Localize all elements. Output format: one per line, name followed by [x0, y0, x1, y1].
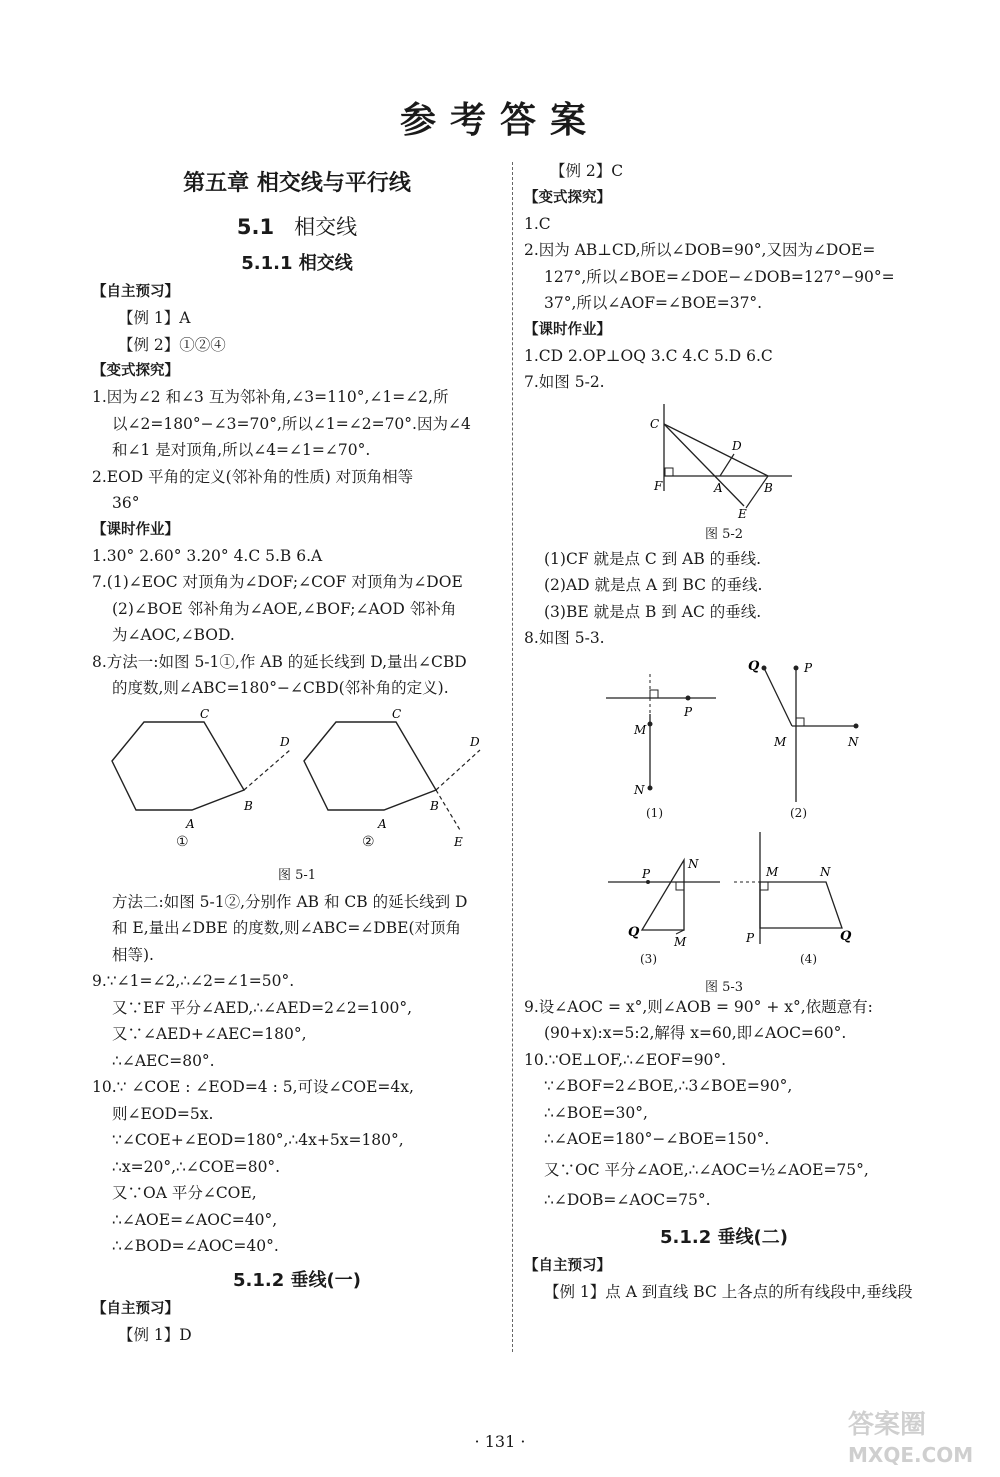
answer-line: ∴∠BOE=30°, [544, 1103, 648, 1122]
column-divider [512, 162, 513, 1352]
svg-text:M: M [674, 934, 687, 949]
svg-text:N: N [688, 856, 699, 871]
answer-line: 相等). [112, 945, 154, 964]
svg-text:E: E [454, 834, 463, 849]
figure-5-3-drawing [524, 652, 924, 994]
answer-line: (2)AD 就是点 A 到 BC 的垂线. [544, 576, 763, 594]
svg-text:P: P [804, 660, 813, 675]
answer-line: 7.如图 5-2. [524, 373, 605, 391]
page-title: 参考答案 [399, 99, 600, 141]
answer-line: 127°,所以∠BOE=∠DOE−∠DOB=127°−90°= [544, 267, 895, 286]
watermark-url: MXQE.COM [848, 1443, 974, 1467]
tag-homework: 【课时作业】 [524, 321, 611, 338]
svg-text:P: P [746, 930, 755, 945]
figure-5-1-caption: 图 5-1 [277, 867, 317, 883]
svg-text:F: F [654, 478, 663, 493]
figure-5-2-caption: 图 5-2 [704, 526, 744, 542]
tag-explore: 【变式探究】 [92, 363, 179, 379]
answer-line: 【例 1】A [118, 309, 191, 327]
answer-line: 又∵∠AED+∠AEC=180°, [112, 1025, 307, 1043]
figure-5-1-label-1: ① [176, 833, 189, 850]
figure-5-2 [524, 396, 924, 521]
answer-line: 又∵OA 平分∠COE, [112, 1184, 257, 1202]
section-number: 5.1 [236, 215, 275, 239]
answer-line: (2)∠BOE 邻补角为∠AOE,∠BOF;∠AOD 邻补角 [112, 599, 457, 618]
svg-text:E: E [738, 506, 747, 521]
answer-line: 【例 2】①②④ [118, 335, 226, 354]
subsection-5-1-2-b: 5.1.2 垂线(二) [660, 1227, 788, 1248]
svg-text:B: B [764, 480, 773, 495]
svg-text:C: C [200, 706, 210, 721]
svg-text:A: A [714, 480, 723, 495]
answer-line: 以∠2=180°−∠3=70°,所以∠1=∠2=70°.因为∠4 [112, 414, 471, 433]
left-column [92, 158, 502, 1348]
svg-text:A: A [186, 816, 195, 831]
answer-line: 7.(1)∠EOC 对顶角为∠DOF;∠COF 对顶角为∠DOE [92, 573, 463, 591]
svg-text:Q: Q [628, 924, 640, 940]
subsection-5-1-2-a: 5.1.2 垂线(一) [233, 1269, 361, 1291]
answer-line: 1.30° 2.60° 3.20° 4.C 5.B 6.A [92, 546, 323, 565]
watermark-logo [848, 1410, 973, 1470]
page-number: · 131 · [474, 1432, 526, 1451]
svg-text:B: B [430, 798, 439, 813]
answer-line: 【例 2】C [550, 162, 624, 180]
answer-line: 和∠1 是对顶角,所以∠4=∠1=∠70°. [112, 441, 371, 459]
tag-explore: 【变式探究】 [524, 189, 611, 206]
answer-line: 8.方法一:如图 5-1①,作 AB 的延长线到 D,量出∠CBD [92, 652, 467, 671]
answer-line: ∵∠COE+∠EOD=180°,∴4x+5x=180°, [112, 1131, 404, 1149]
tag-preview: 【自主预习】 [92, 1300, 179, 1317]
svg-text:M: M [774, 734, 787, 749]
svg-text:P: P [642, 866, 651, 881]
figure-5-1-label-2: ② [362, 833, 375, 850]
answer-line: 37°,所以∠AOF=∠BOE=37°. [544, 294, 763, 312]
answer-line: 又∵EF 平分∠AED,∴∠AED=2∠2=100°, [112, 998, 413, 1017]
figure-5-3-sub-4: (4) [800, 951, 817, 966]
figure-5-3-sub-2: (2) [790, 805, 807, 820]
answer-line: 10.∵ ∠COE : ∠EOD=4 : 5,可设∠COE=4x, [92, 1078, 414, 1096]
svg-text:N: N [634, 782, 645, 797]
svg-text:P: P [684, 704, 693, 719]
svg-text:Q: Q [840, 928, 852, 944]
answer-line: ∴∠DOB=∠AOC=75°. [544, 1190, 711, 1209]
figure-5-2-drawing [524, 396, 924, 521]
answer-line: ∴∠AEC=80°. [112, 1051, 215, 1070]
figure-5-3-caption: 图 5-3 [704, 979, 744, 995]
answer-line: 8.如图 5-3. [524, 629, 605, 647]
svg-text:Q: Q [748, 658, 760, 674]
tag-homework: 【课时作业】 [92, 521, 179, 538]
answer-line: 又∵OC 平分∠AOE,∴∠AOC=½∠AOE=75°, [544, 1160, 869, 1179]
answer-line: 10.∵OE⊥OF,∴∠EOF=90°. [524, 1050, 727, 1069]
answer-line: ∵∠BOF=2∠BOE,∴3∠BOE=90°, [544, 1077, 793, 1095]
svg-text:D: D [280, 734, 290, 749]
answer-line: 1.CD 2.OP⊥OQ 3.C 4.C 5.D 6.C [524, 346, 773, 365]
svg-text:M: M [634, 722, 647, 737]
answer-line: 1.C [524, 214, 551, 233]
answer-line: 和 E,量出∠DBE 的度数,则∠ABC=∠DBE(对顶角 [112, 919, 462, 937]
svg-text:C: C [650, 416, 660, 431]
watermark-text: 答案圈 [848, 1410, 927, 1440]
answer-line: ∴x=20°,∴∠COE=80°. [112, 1157, 281, 1176]
svg-text:D: D [732, 438, 742, 453]
answer-line: 9.设∠AOC = x°,则∠AOB = 90° + x°,依题意有: [524, 997, 873, 1016]
answer-line: ∴∠AOE=180°−∠BOE=150°. [544, 1130, 770, 1148]
svg-text:N: N [848, 734, 859, 749]
tag-preview: 【自主预习】 [524, 1258, 611, 1274]
figure-5-3 [524, 652, 924, 994]
answer-line: 9.∵∠1=∠2,∴∠2=∠1=50°. [92, 972, 295, 990]
answer-line: 方法二:如图 5-1②,分别作 AB 和 CB 的延长线到 D [112, 892, 468, 911]
figure-5-1-drawing [92, 706, 502, 856]
answer-line: 2.因为 AB⊥CD,所以∠DOB=90°,又因为∠DOE= [524, 241, 876, 259]
answer-line: 2.EOD 平角的定义(邻补角的性质) 对顶角相等 [92, 467, 414, 486]
svg-text:C: C [392, 706, 402, 721]
answer-line: 【例 1】点 A 到直线 BC 上各点的所有线段中,垂线段 [544, 1283, 913, 1301]
section-name: 相交线 [294, 215, 358, 239]
svg-text:D: D [470, 734, 480, 749]
answer-line: 1.因为∠2 和∠3 互为邻补角,∠3=110°,∠1=∠2,所 [92, 388, 449, 406]
svg-text:A: A [378, 816, 387, 831]
answer-line: 【例 1】D [118, 1325, 192, 1344]
answer-line: (3)BE 就是点 B 到 AC 的垂线. [544, 602, 762, 621]
svg-text:M: M [766, 864, 779, 879]
right-column [524, 158, 924, 1306]
answer-line: ∴∠AOE=∠AOC=40°, [112, 1210, 278, 1229]
figure-5-1 [92, 706, 502, 856]
answer-line: 则∠EOD=5x. [112, 1104, 214, 1123]
chapter-title: 第五章 相交线与平行线 [183, 171, 411, 196]
answer-line: ∴∠BOD=∠AOC=40°. [112, 1237, 279, 1255]
figure-5-3-sub-1: (1) [646, 805, 663, 820]
answer-line: (1)CF 就是点 C 到 AB 的垂线. [544, 549, 762, 568]
answer-line: (90+x):x=5:2,解得 x=60,即∠AOC=60°. [544, 1024, 847, 1042]
figure-5-3-sub-3: (3) [640, 951, 657, 966]
subsection-5-1-1: 5.1.1 相交线 [241, 253, 353, 274]
answer-line: 的度数,则∠ABC=180°−∠CBD(邻补角的定义). [112, 679, 449, 697]
svg-text:B: B [244, 798, 253, 813]
answer-line: 36° [112, 494, 140, 512]
answer-line: 为∠AOC,∠BOD. [112, 626, 235, 644]
svg-text:N: N [820, 864, 831, 879]
tag-preview: 【自主预习】 [92, 284, 179, 300]
section-title [92, 211, 502, 241]
